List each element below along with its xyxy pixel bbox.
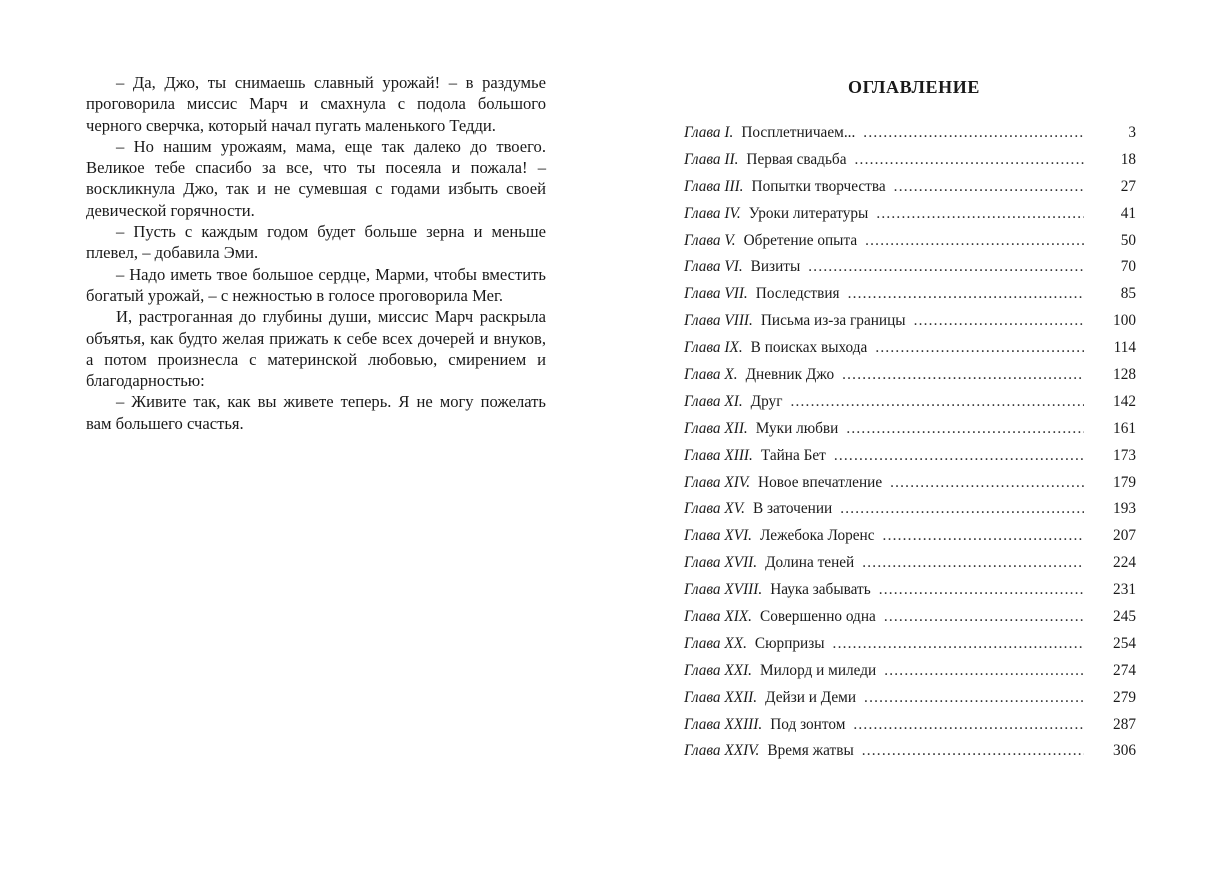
toc-entry[interactable] [684, 393, 1136, 420]
toc-entry[interactable] [684, 366, 1136, 393]
toc-chapter-number: Глава X. [684, 366, 738, 384]
toc-page-number: 193 [1113, 500, 1136, 518]
toc-chapter-title: В заточении [752, 500, 833, 518]
toc-dot-leader [884, 608, 1084, 626]
toc-page-number: 3 [1128, 124, 1136, 141]
toc-dot-leader [864, 689, 1084, 707]
toc-page-number: 224 [1113, 554, 1136, 572]
toc-page-number: 161 [1113, 419, 1136, 437]
toc-chapter-title: Дейзи и Деми [765, 688, 857, 706]
toc-page-number: 287 [1113, 715, 1136, 733]
toc-chapter-title: Лежебока Лоренс [760, 527, 875, 545]
toc-chapter-number: Глава XIX. [684, 608, 753, 626]
toc-chapter-number: Глава XXIV. [684, 742, 760, 760]
toc-chapter-title: Попытки творчества [751, 177, 886, 195]
toc-dot-leader [876, 205, 1084, 223]
toc-dot-leader [790, 393, 1084, 411]
toc-entry[interactable] [684, 178, 1136, 205]
toc-chapter-title: Визиты [750, 258, 801, 276]
toc-page-number: 100 [1113, 312, 1136, 330]
toc-entry[interactable] [684, 339, 1136, 366]
toc-chapter-title: Друг [750, 392, 783, 410]
story-paragraph: – Но нашим урожаям, мама, еще так далеко до твоего. Великое тебе спасибо за все, что ты посеяла и пожала! – воскликнула Джо, так и не сумевшая с годами избыть своей девической горячности. [86, 136, 546, 220]
toc-dot-leader [875, 339, 1084, 357]
toc-dot-leader [894, 178, 1084, 196]
toc-dot-leader [840, 500, 1084, 518]
toc-dot-leader [879, 581, 1084, 599]
toc-dot-leader [808, 258, 1084, 276]
toc-page-number: 128 [1113, 366, 1136, 384]
toc-chapter-number: Глава XV. [684, 500, 745, 518]
toc-chapter-number: Глава II. [684, 150, 739, 168]
toc-page-number: 41 [1120, 204, 1136, 222]
toc-entry[interactable] [684, 447, 1136, 474]
toc-chapter-number: Глава III. [684, 177, 744, 195]
toc-chapter-title: Наука забывать [770, 581, 871, 599]
toc-chapter-title: Муки любви [755, 419, 839, 437]
toc-dot-leader [862, 742, 1084, 760]
toc-chapter-number: Глава XXI. [684, 661, 753, 679]
story-paragraph: – Пусть с каждым годом будет больше зерна и меньше плевел, – добавила Эми. [86, 222, 546, 263]
toc-chapter-number: Глава XVIII. [684, 581, 763, 599]
toc-chapter-title: Время жатвы [767, 742, 854, 760]
toc-page-number: 142 [1113, 392, 1136, 410]
toc-dot-leader [833, 635, 1084, 653]
toc-dot-leader [914, 312, 1084, 330]
toc-dot-leader [865, 232, 1084, 250]
toc-chapter-title: В поисках выхода [750, 339, 868, 357]
toc-chapter-number: Глава XVI. [684, 527, 753, 545]
story-paragraph: – Да, Джо, ты снимаешь славный урожай! – в раздумье проговорила миссис Марч и смахнула с подола большого черного сверчка, который начал пугать маленького Тедди. [86, 73, 546, 135]
toc-chapter-title: Под зонтом [770, 715, 846, 733]
toc-chapter-number: Глава XIII. [684, 446, 753, 464]
toc-dot-leader [846, 420, 1084, 438]
toc-chapter-number: Глава IV. [684, 204, 741, 222]
toc-page-number: 50 [1120, 231, 1136, 249]
toc-page-number: 231 [1113, 581, 1136, 599]
toc-chapter-title: Сюрпризы [754, 634, 825, 652]
toc-entry[interactable] [684, 742, 1136, 769]
toc-entry[interactable] [684, 151, 1136, 178]
toc-chapter-title: Дневник Джо [745, 366, 835, 384]
toc-chapter-title: Последствия [755, 285, 840, 303]
toc-chapter-title: Новое впечатление [758, 473, 883, 491]
story-paragraph: – Живите так, как вы живете теперь. Я не могу пожелать вам большего счастья. [86, 392, 546, 433]
toc-entry[interactable] [684, 420, 1136, 447]
toc-page-number: 279 [1113, 688, 1136, 706]
toc-page-number: 27 [1120, 177, 1136, 195]
toc-dot-leader [853, 716, 1084, 734]
toc-chapter-number: Глава IX. [684, 339, 743, 357]
toc-chapter-number: Глава XX. [684, 634, 747, 652]
left-page [86, 72, 546, 434]
toc-chapter-title: Совершенно одна [760, 608, 876, 626]
toc-chapter-title: Первая свадьба [746, 150, 847, 168]
toc-entry[interactable] [684, 527, 1136, 554]
toc-page-number: 254 [1113, 634, 1136, 652]
toc-dot-leader [862, 554, 1084, 572]
toc-chapter-title: Письма из-за границы [760, 312, 906, 330]
toc-entry[interactable] [684, 581, 1136, 608]
toc-chapter-number: Глава XVII. [684, 554, 758, 572]
toc-entry[interactable] [684, 500, 1136, 527]
toc-page-number: 18 [1120, 150, 1136, 168]
toc-dot-leader [848, 285, 1084, 303]
toc-chapter-title: Обретение опыта [743, 231, 858, 249]
toc-entry[interactable] [684, 554, 1136, 581]
toc-page-number: 85 [1120, 285, 1136, 303]
toc-chapter-title: Посплетничаем... [741, 124, 856, 141]
toc-page-number: 179 [1113, 473, 1136, 491]
toc-dot-leader [883, 527, 1084, 545]
story-paragraph: – Надо иметь твое большое сердце, Марми, чтобы вместить богатый урожай, – с нежностью в голосе проговорила Мег. [86, 264, 546, 305]
toc-chapter-title: Уроки литературы [748, 204, 869, 222]
toc-chapter-number: Глава XIV. [684, 473, 751, 491]
toc-list [684, 124, 1136, 769]
toc-dot-leader [863, 124, 1084, 142]
toc-chapter-title: Долина теней [765, 554, 855, 572]
toc-chapter-number: Глава XII. [684, 419, 748, 437]
toc-entry[interactable] [684, 124, 1136, 151]
toc-entry[interactable] [684, 285, 1136, 312]
toc-entry[interactable] [684, 258, 1136, 285]
toc-chapter-number: Глава VI. [684, 258, 743, 276]
toc-dot-leader [855, 151, 1084, 169]
toc-page-number: 274 [1113, 661, 1136, 679]
toc-page-number: 70 [1120, 258, 1136, 276]
toc-dot-leader [884, 662, 1084, 680]
toc-entry[interactable] [684, 312, 1136, 339]
toc-page-number: 114 [1113, 339, 1136, 357]
toc-entry[interactable] [684, 205, 1136, 232]
right-page [684, 72, 1136, 769]
toc-chapter-number: Глава VIII. [684, 312, 753, 330]
toc-dot-leader [834, 447, 1084, 465]
toc-entry[interactable] [684, 635, 1136, 662]
toc-chapter-number: Глава I. [684, 124, 734, 141]
toc-chapter-title: Милорд и миледи [760, 661, 877, 679]
toc-entry[interactable] [684, 662, 1136, 689]
story-paragraph: И, растроганная до глубины души, миссис Марч раскрыла объятья, как будто желая прижать к себе всех дочерей и внуков, а потом произнесла с материнской любовью, смирением и благодарностью: [86, 307, 546, 391]
toc-dot-leader [890, 474, 1084, 492]
toc-chapter-number: Глава XI. [684, 392, 743, 410]
toc-chapter-number: Глава XXIII. [684, 715, 763, 733]
toc-dot-leader [842, 366, 1084, 384]
toc-page-number: 173 [1113, 446, 1136, 464]
toc-chapter-title: Тайна Бет [760, 446, 826, 464]
toc-entry[interactable] [684, 689, 1136, 716]
toc-entry[interactable] [684, 608, 1136, 635]
toc-entry[interactable] [684, 474, 1136, 501]
toc-entry[interactable] [684, 716, 1136, 743]
toc-title: ОГЛАВЛЕНИЕ [848, 77, 980, 97]
toc-entry[interactable] [684, 232, 1136, 259]
toc-page-number: 207 [1113, 527, 1136, 545]
toc-chapter-number: Глава XXII. [684, 688, 758, 706]
toc-page-number: 245 [1113, 608, 1136, 626]
toc-chapter-number: Глава VII. [684, 285, 748, 303]
toc-page-number: 306 [1113, 742, 1136, 760]
toc-chapter-number: Глава V. [684, 231, 736, 249]
